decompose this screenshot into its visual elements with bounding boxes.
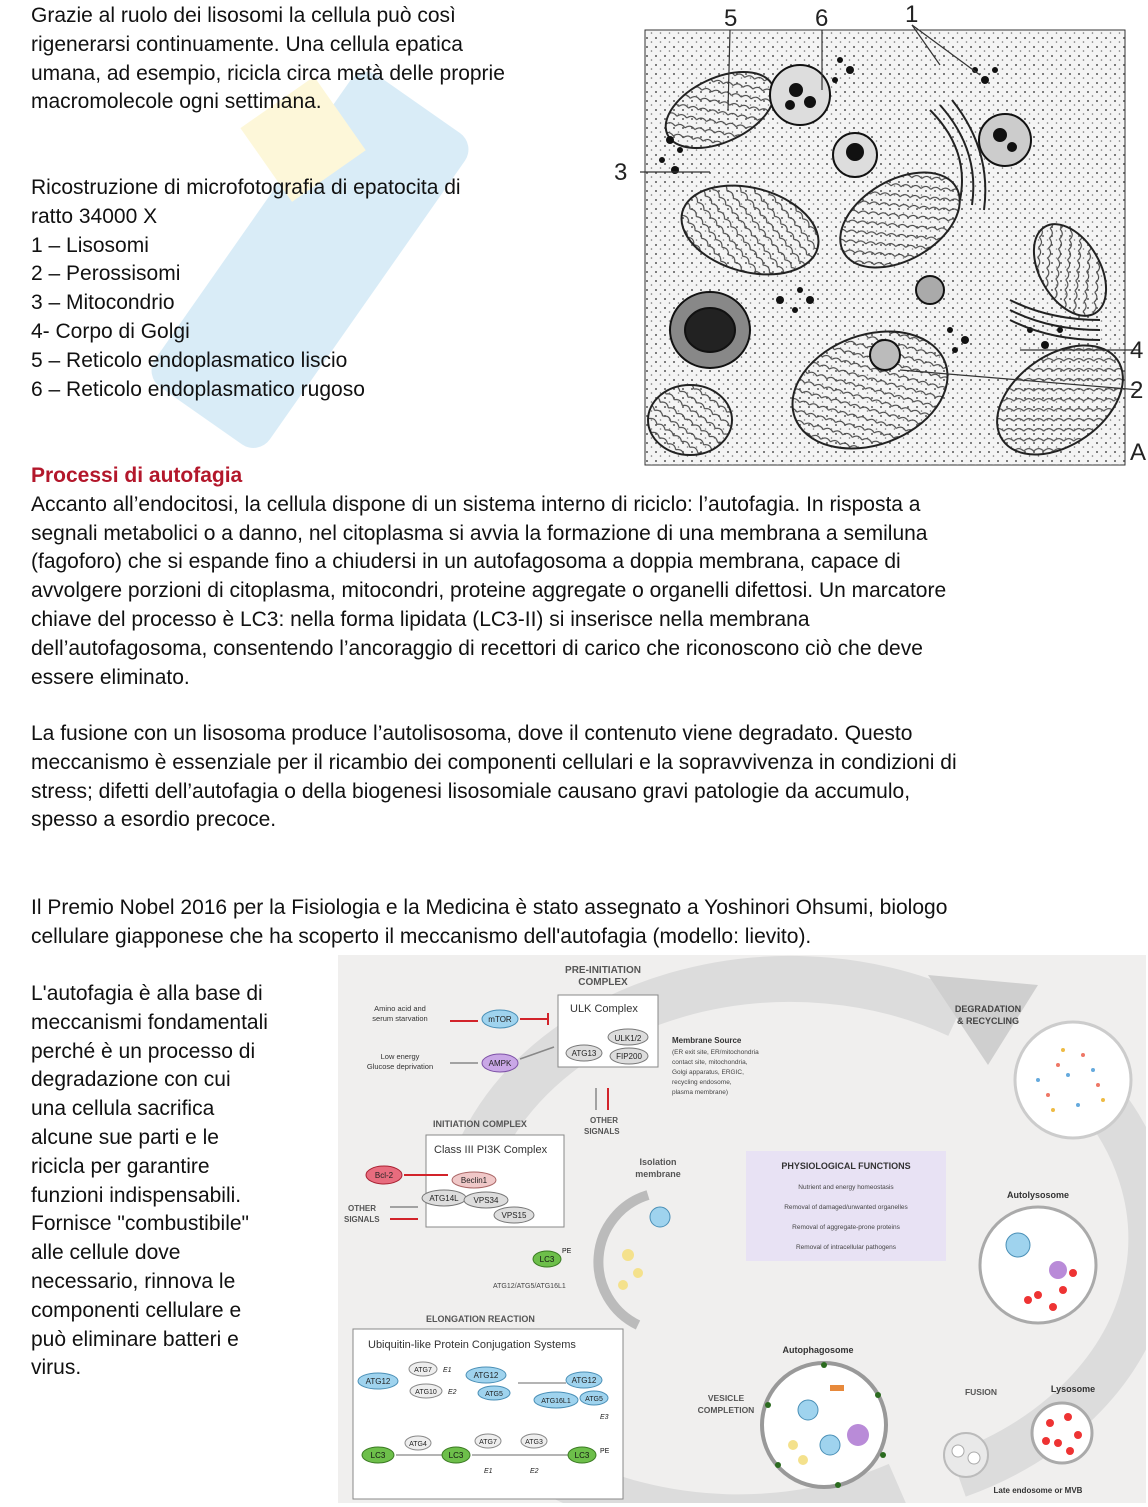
isolation-membrane-label: membrane [635, 1169, 681, 1179]
atg16l1-label: ATG16L1 [541, 1398, 571, 1405]
paragraph-line: una cellula sacrifica [31, 1097, 215, 1121]
e2-label: E2 [448, 1389, 457, 1396]
late-endosome-label: Late endosome or MVB [993, 1486, 1083, 1495]
legend-line: Ricostruzione di microfotografia di epatocita di [31, 176, 461, 199]
fip200-label: FIP200 [616, 1052, 642, 1061]
paragraph-line: chiave del processo è LC3: nella forma lipidata (LC3-II) si inserisce nella membrana [31, 607, 810, 631]
e1-label: E1 [443, 1367, 452, 1374]
paragraph-line: L'autofagia è alla base di [31, 982, 263, 1005]
e3-label: E3 [600, 1414, 609, 1421]
paragraph-line: meccanismo è essenziale per il ricambio dei componenti cellulari e la sopravvivenza in condizioni di [31, 750, 957, 774]
autolysosome-circle [980, 1207, 1096, 1323]
micrograph-label-4: 4 [1130, 337, 1144, 364]
amino-label: Amino acid and [374, 1004, 426, 1013]
vps15-label: VPS15 [501, 1211, 527, 1220]
lc3-label: LC3 [370, 1451, 386, 1460]
fusion-label: FUSION [964, 1387, 998, 1397]
micrograph-label-2: 2 [1130, 377, 1144, 404]
ulk-complex-title: ULK Complex [570, 1003, 638, 1015]
autolysosome-label: Autolysosome [1006, 1190, 1070, 1200]
e1-label: E1 [484, 1468, 493, 1475]
membrane-source-item: plasma membrane) [672, 1089, 728, 1096]
paragraph-line: degradazione con cui [31, 1068, 231, 1092]
degradation-label: DEGRADATION [954, 1004, 1022, 1014]
intro-line: rigenerarsi continuamente. Una cellula epatica [31, 32, 463, 56]
degradation-circle [1015, 1022, 1131, 1138]
atg7-label: ATG7 [414, 1367, 432, 1374]
paragraph-line: dell’autofagosoma, consentendo l’ancoraggio di recettori di carico che riconoscono ciò che deve [31, 636, 923, 660]
autophagosome-label: Autophagosome [782, 1345, 854, 1355]
paragraph-line: componenti cellulare e [31, 1298, 242, 1322]
atg3-label: ATG3 [525, 1439, 543, 1446]
paragraph-line: avvolgere porzioni di citoplasma, mitocondri, proteine aggregate o organelli difettosi. Un marcatore [31, 579, 947, 603]
atg13-label: ATG13 [571, 1049, 597, 1058]
ubl-systems-title: Ubiquitin-like Protein Conjugation Systems [368, 1339, 576, 1351]
paragraph-line: (fagoforo) che si espande fino a chiudersi in un autofagosoma a doppia membrana, capace di [31, 550, 901, 574]
paragraph-line: funzioni indispensabili. [31, 1183, 242, 1207]
lysosome-label: Lysosome [1050, 1384, 1096, 1394]
atg14l-label: ATG14L [429, 1194, 459, 1203]
mtor-label: mTOR [488, 1015, 512, 1024]
legend-line: 2 – Perossisomi [31, 262, 181, 286]
paragraph-line: stress; difetti dell’autofagia o della biogenesi lisosomiale causano gravi patologie da accumulo, [31, 779, 911, 803]
physio-function-item: Removal of damaged/unwanted organelles [784, 1204, 908, 1211]
membrane-source-item: (ER exit site, ER/mitochondria [672, 1049, 759, 1056]
autophagy-pathway-diagram [338, 955, 1146, 1503]
intro-line: Grazie al ruolo dei lisosomi la cellula può così [31, 4, 456, 27]
micrograph-label-1: 1 [905, 1, 919, 28]
bcl2-label: Bcl-2 [374, 1171, 394, 1180]
intro-paragraph [31, 2, 505, 117]
atg10-label: ATG10 [415, 1389, 437, 1396]
paragraph-line: alle cellule dove [31, 1241, 181, 1265]
micrograph-label-5: 5 [724, 5, 738, 32]
paragraph-line: può eliminare batteri e [31, 1327, 239, 1351]
lysosome-circle [1032, 1403, 1092, 1463]
low-energy-label: Low energy [380, 1052, 420, 1061]
lc3-label: LC3 [448, 1451, 464, 1460]
intro-line: umana, ad esempio, ricicla circa metà delle proprie [31, 61, 505, 85]
legend-line: 4- Corpo di Golgi [31, 319, 190, 343]
physio-function-item: Removal of aggregate-prone proteins [792, 1224, 900, 1231]
atg-complex-label: ATG12/ATG5/ATG16L1 [493, 1283, 566, 1290]
physio-functions-title: PHYSIOLOGICAL FUNCTIONS [781, 1161, 911, 1171]
paragraph-line: Il Premio Nobel 2016 per la Fisiologia e la Medicina è stato assegnato a Yoshinori Ohsumi, biologo [31, 896, 948, 919]
autophagy-section [31, 462, 946, 692]
other-signals-top: OTHER [590, 1116, 618, 1125]
paragraph-line: perché è un processo di [31, 1039, 256, 1063]
micrograph-legend [31, 174, 461, 404]
vesicle-completion-label: VESICLE [707, 1393, 745, 1403]
physio-function-item: Removal of intracellular pathogens [795, 1244, 897, 1251]
paragraph-line: ricicla per garantire [31, 1154, 210, 1178]
paragraph-line: spesso a esordio precoce. [31, 808, 277, 832]
membrane-source-item: Golgi apparatus, ERGIC, [672, 1069, 744, 1076]
paragraph-line: alcune sue parti e le [31, 1125, 219, 1149]
paragraph-line: Fornisce "combustibile" [31, 1212, 249, 1236]
legend-line: 6 – Reticolo endoplasmatico rugoso [31, 377, 365, 401]
vps34-label: VPS34 [473, 1196, 499, 1205]
atg12-label: ATG12 [365, 1377, 391, 1386]
paragraph-line: meccanismi fondamentali [31, 1010, 268, 1034]
ulk12-label: ULK1/2 [614, 1034, 642, 1043]
lc3-pe-label: LC3 [539, 1255, 555, 1264]
micrograph-label-6: 6 [815, 5, 829, 32]
paragraph-line: La fusione con un lisosoma produce l’autolisosoma, dove il contenuto viene degradato. Questo [31, 722, 913, 745]
vesicle-completion-label: COMPLETION [697, 1405, 755, 1415]
pe-label: PE [600, 1448, 610, 1455]
elongation-label: ELONGATION REACTION [426, 1314, 535, 1324]
degradation-label: & RECYCLING [956, 1016, 1020, 1026]
amino-label: serum starvation [372, 1014, 428, 1023]
other-signals-top: SIGNALS [584, 1127, 620, 1136]
autophagosome-circle [762, 1363, 886, 1487]
micrograph-label-3: 3 [614, 159, 628, 186]
other-signals-left: OTHER [348, 1204, 376, 1213]
membrane-source-item: recycling endosome, [672, 1079, 732, 1086]
pi3k-complex-title: Class III PI3K Complex [434, 1144, 548, 1156]
isolation-membrane-label: Isolation [639, 1157, 677, 1167]
atg7-label: ATG7 [479, 1439, 497, 1446]
hepatocyte-micrograph [600, 0, 1148, 470]
ampk-label: AMPK [488, 1059, 512, 1068]
pre-initiation-label: PRE-INITIATION [565, 965, 641, 976]
autophagy-paragraph-2 [31, 720, 957, 835]
physio-function-item: Nutrient and energy homeostasis [798, 1184, 894, 1191]
nobel-paragraph [31, 894, 947, 952]
atg4-label: ATG4 [409, 1441, 427, 1448]
section-heading: Processi di autofagia [31, 464, 243, 487]
other-signals-left: SIGNALS [344, 1215, 380, 1224]
paragraph-line: virus. [31, 1356, 82, 1380]
paragraph-line: cellulare giapponese che ha scoperto il meccanismo dell'autofagia (modello: lievito). [31, 924, 812, 948]
atg12-label: ATG12 [571, 1376, 597, 1385]
e2-label: E2 [530, 1468, 539, 1475]
side-paragraph [31, 980, 268, 1383]
paragraph-line: Accanto all’endocitosi, la cellula dispone di un sistema interno di riciclo: l’autofagia. In risposta a [31, 492, 921, 516]
pe-label: PE [562, 1248, 572, 1255]
micrograph-label-A: A [1130, 439, 1147, 466]
lc3-label: LC3 [574, 1451, 590, 1460]
atg12-label: ATG12 [473, 1371, 499, 1380]
legend-line: 1 – Lisosomi [31, 233, 149, 257]
legend-line: ratto 34000 X [31, 204, 158, 228]
legend-line: 5 – Reticolo endoplasmatico liscio [31, 348, 348, 372]
initiation-complex-label: INITIATION COMPLEX [433, 1119, 527, 1129]
intro-line: macromolecole ogni settimana. [31, 90, 322, 114]
paragraph-line: essere eliminato. [31, 665, 190, 689]
pre-initiation-label: COMPLEX [578, 977, 628, 988]
atg5-label: ATG5 [585, 1396, 603, 1403]
atg5-label: ATG5 [485, 1391, 503, 1398]
membrane-source-title: Membrane Source [672, 1036, 742, 1045]
paragraph-line: necessario, rinnova le [31, 1269, 236, 1293]
beclin-label: Beclin1 [460, 1176, 488, 1185]
paragraph-line: segnali metabolici o a danno, nel citoplasma si avvia la formazione di una membrana a semiluna [31, 521, 928, 545]
low-energy-label: Glucose deprivation [366, 1062, 434, 1071]
legend-line: 3 – Mitocondrio [31, 291, 175, 315]
membrane-source-item: contact site, mitochondria, [672, 1059, 748, 1066]
